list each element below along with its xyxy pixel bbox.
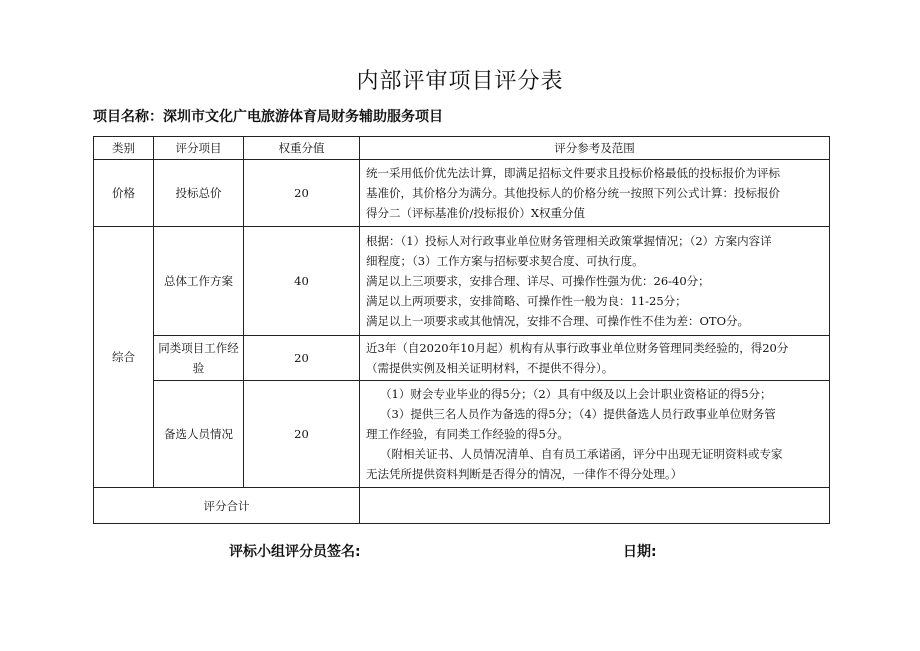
reference-line: （1）财会专业毕业的得5分；（2）具有中级及以上会计职业资格证的得5分； bbox=[380, 387, 772, 401]
header-category: 类别 bbox=[94, 137, 154, 160]
item-total-bid: 投标总价 bbox=[154, 160, 244, 227]
reference-line: 根据：（1）投标人对行政事业单位财务管理相关政策掌握情况；（2）方案内容详 bbox=[366, 234, 772, 248]
project-name: 项目名称：深圳市文化广电旅游体育局财务辅助服务项目 bbox=[93, 109, 443, 125]
table-row bbox=[94, 227, 830, 336]
reference-backup-personnel bbox=[360, 381, 830, 488]
reference-line: （3）提供三名人员作为备选的得5分；（4）提供备选人员行政事业单位财务管 bbox=[380, 407, 776, 421]
reference-line: 基准价，其价格分为满分。其他投标人的价格分统一按照下列公式计算：投标报价 bbox=[366, 186, 780, 200]
table-row bbox=[94, 488, 830, 524]
reference-line: 近3年（自2020年10月起）机构有从事行政事业单位财务管理同类经验的，得20分 bbox=[366, 341, 789, 355]
category-price: 价格 bbox=[94, 160, 154, 227]
header-reference: 评分参考及范围 bbox=[360, 137, 830, 160]
reference-line: 满足以上两项要求，安排简略、可操作性一般为良：11-25分； bbox=[366, 294, 687, 308]
header-weight: 权重分值 bbox=[244, 137, 360, 160]
table-row bbox=[94, 160, 830, 227]
weight-similar-experience: 20 bbox=[244, 336, 360, 381]
reference-line: 无法凭所提供资料判断是否得分的情况，一律作不得分处理。） bbox=[366, 467, 683, 481]
reference-line: 理工作经验，有同类工作经验的得5分。 bbox=[366, 427, 569, 441]
signer-label: 评标小组评分员签名: bbox=[229, 544, 361, 560]
header-item: 评分项目 bbox=[154, 137, 244, 160]
page-title: 内部评审项目评分表 bbox=[356, 69, 564, 94]
reference-line: 得分二（评标基准价/投标报价）X权重分值 bbox=[366, 206, 586, 220]
weight-total-bid: 20 bbox=[244, 160, 360, 227]
reference-line: （附相关证书、人员情况清单、自有员工承诺函，评分中出现无证明资料或专家 bbox=[380, 447, 783, 461]
scoring-table bbox=[93, 136, 830, 524]
reference-line: 满足以上一项要求或其他情况，安排不合理、可操作性不佳为差：OTO分。 bbox=[366, 314, 750, 328]
category-comprehensive: 综合 bbox=[94, 227, 154, 488]
reference-total-bid bbox=[360, 160, 830, 227]
reference-line: 满足以上三项要求，安排合理、详尽、可操作性强为优：26-40分； bbox=[366, 274, 710, 288]
reference-line: 细程度；（3）工作方案与招标要求契合度、可执行度。 bbox=[366, 254, 644, 268]
weight-overall-plan: 40 bbox=[244, 227, 360, 336]
total-label: 评分合计 bbox=[94, 488, 360, 524]
table-row bbox=[94, 381, 830, 488]
reference-line: （需提供实例及相关证明材料，不提供不得分）。 bbox=[366, 361, 614, 375]
reference-similar-experience bbox=[360, 336, 830, 381]
table-header-row bbox=[94, 137, 830, 160]
item-overall-plan: 总体工作方案 bbox=[154, 227, 244, 336]
date-label: 日期: bbox=[623, 544, 657, 560]
total-value bbox=[360, 488, 830, 524]
item-backup-personnel: 备选人员情况 bbox=[154, 381, 244, 488]
weight-backup-personnel: 20 bbox=[244, 381, 360, 488]
table-row bbox=[94, 336, 830, 381]
item-similar-experience: 同类项目工作经验 bbox=[154, 336, 244, 381]
reference-overall-plan bbox=[360, 227, 830, 336]
reference-line: 统一采用低价优先法计算，即满足招标文件要求且投标价格最低的投标报价为评标 bbox=[366, 166, 780, 180]
